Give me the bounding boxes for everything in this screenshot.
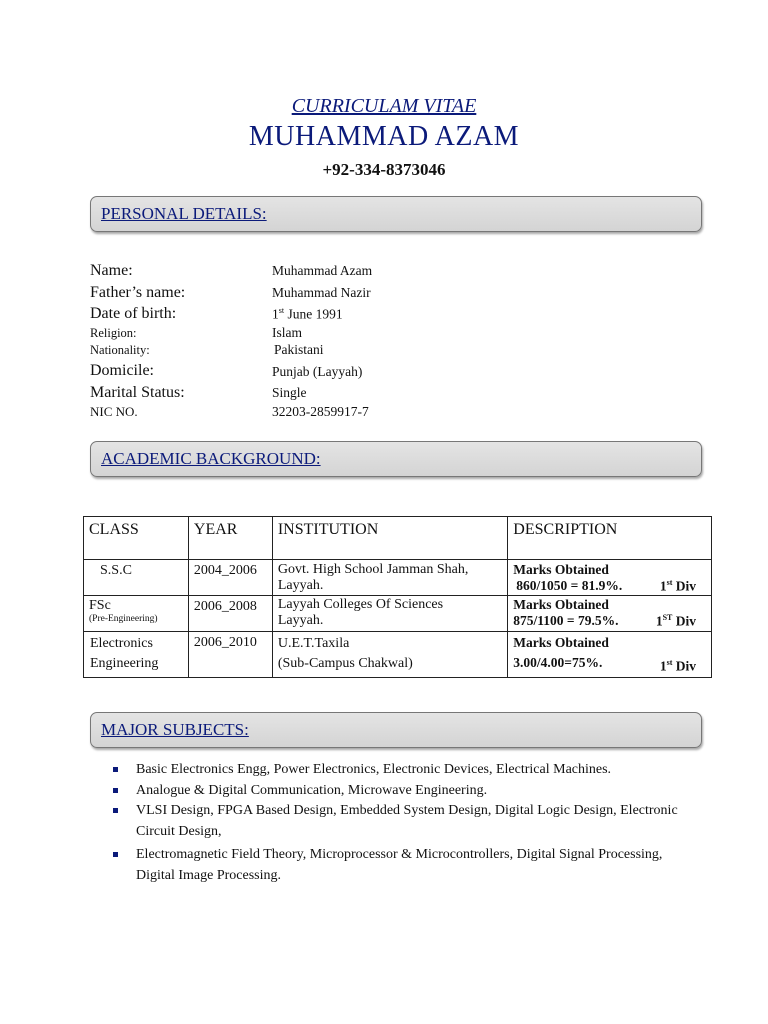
section-major-subjects [90, 712, 702, 748]
label-date-of-birth: Date of birth: [90, 305, 177, 322]
list-item: Electromagnetic Field Theory, Microprocessor & Microcontrollers, Digital Signal Processing, Digital Image Processing. [110, 845, 690, 886]
subjects-list [110, 760, 690, 886]
cell-class: FSc (Pre-Engineering) [84, 596, 189, 632]
cell-description: Marks Obtained 3.00/4.00=75%. 1st Div [508, 632, 712, 678]
label-nationality: Nationality: [90, 343, 150, 357]
header-year: YEAR [188, 517, 272, 560]
section-title: PERSONAL DETAILS: [101, 204, 267, 223]
list-item: Basic Electronics Engg, Power Electronics, Electronic Devices, Electrical Machines. [110, 760, 690, 781]
cell-year: 2004_2006 [188, 560, 272, 596]
section-title: ACADEMIC BACKGROUND: [101, 449, 321, 468]
cell-institution: U.E.T.Taxila (Sub-Campus Chakwal) [272, 632, 507, 678]
candidate-name: MUHAMMAD AZAM [248, 121, 520, 152]
cell-institution: Govt. High School Jamman Shah, Layyah. [272, 560, 507, 596]
value-domicile: Punjab (Layyah) [272, 364, 363, 379]
value-marital-status: Single [272, 385, 307, 400]
section-personal-details [90, 196, 702, 232]
cell-description: Marks Obtained 860/1050 = 81.9%. 1st Div [508, 560, 712, 596]
label-name: Name: [90, 262, 133, 279]
section-title: MAJOR SUBJECTS: [101, 720, 249, 739]
cell-class: Electronics Engineering [84, 632, 189, 678]
label-nic: NIC NO. [90, 404, 138, 419]
value-religion: Islam [272, 325, 302, 340]
label-domicile: Domicile: [90, 362, 154, 379]
cell-institution: Layyah Colleges Of Sciences Layyah. [272, 596, 507, 632]
document-title: CURRICULAM VITAE [291, 95, 477, 117]
cell-description: Marks Obtained 875/1100 = 79.5%. 1ST Div [508, 596, 712, 632]
cell-year: 2006_2010 [188, 632, 272, 678]
section-academic-background [90, 441, 702, 477]
value-name: Muhammad Azam [272, 263, 373, 278]
phone-number: +92-334-8373046 [322, 160, 446, 179]
value-nic: 32203-2859917-7 [272, 404, 369, 419]
value-fathers-name: Muhammad Nazir [272, 285, 371, 300]
list-item: Analogue & Digital Communication, Microwave Engineering. [110, 781, 690, 802]
label-religion: Religion: [90, 326, 137, 340]
header-institution: INSTITUTION [272, 517, 507, 560]
table-row [84, 632, 712, 678]
academic-table [83, 516, 712, 678]
value-nationality: Pakistani [274, 342, 324, 357]
list-item: VLSI Design, FPGA Based Design, Embedded System Design, Digital Logic Design, Electronic Circuit Design, [110, 801, 690, 842]
header-class: CLASS [84, 517, 189, 560]
cell-year: 2006_2008 [188, 596, 272, 632]
label-marital-status: Marital Status: [90, 384, 185, 401]
table-header-row [84, 517, 712, 560]
table-row [84, 596, 712, 632]
table-row [84, 560, 712, 596]
label-fathers-name: Father’s name: [90, 284, 186, 301]
cell-class: S.S.C [84, 560, 189, 596]
value-date-of-birth: 1st June 1991 [272, 306, 343, 322]
header-description: DESCRIPTION [508, 517, 712, 560]
